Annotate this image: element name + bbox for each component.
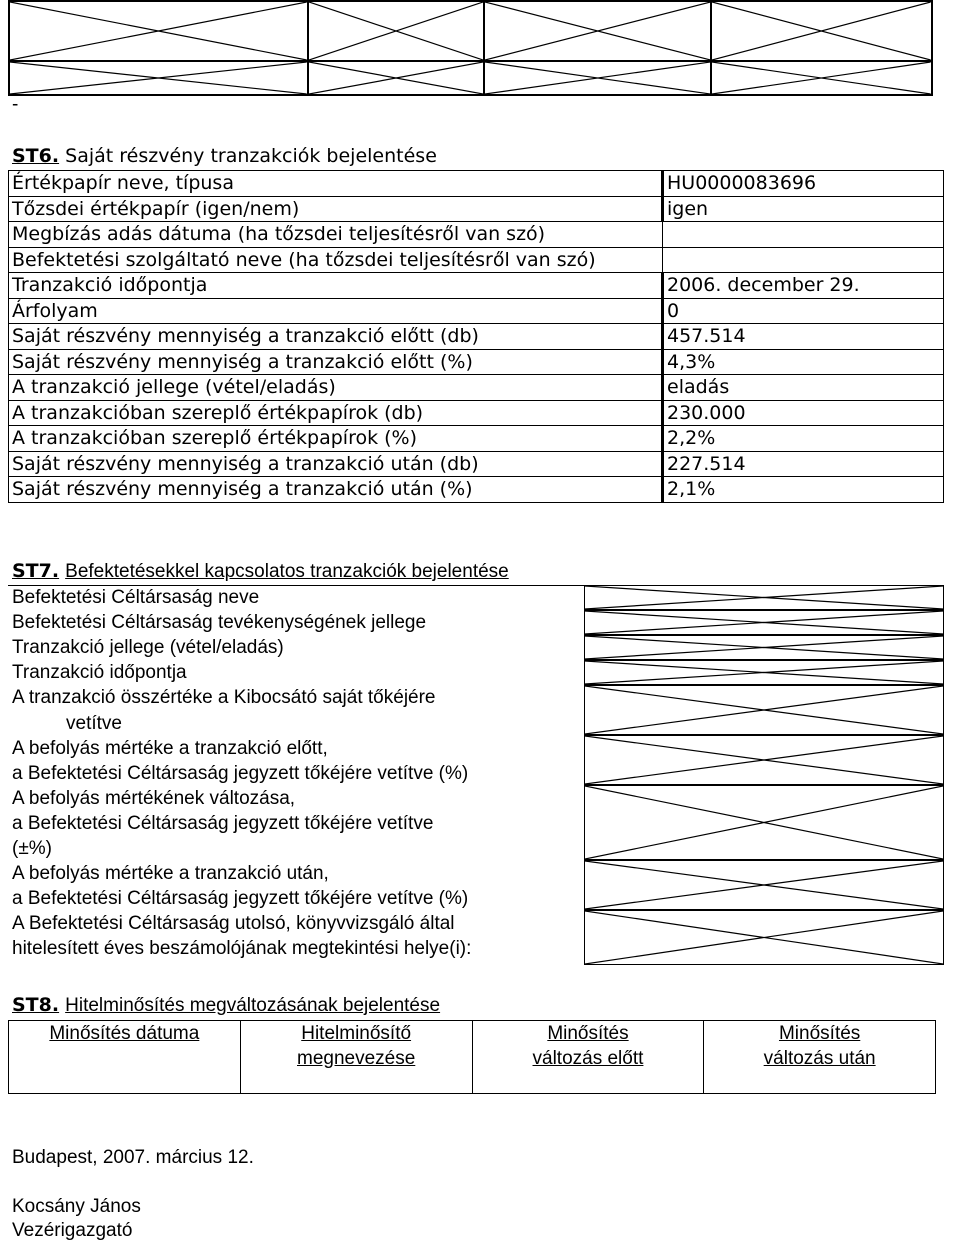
st6-row-label: Saját részvény mennyiség a tranzakció után (db) <box>9 451 663 477</box>
st6-row <box>9 247 944 273</box>
st6-code: ST6. <box>12 145 60 167</box>
crossed-table-top <box>8 0 933 96</box>
st8-title: Hitelminősítés megváltozásának bejelentése <box>65 995 441 1016</box>
st7-title: Befektetésekkel kapcsolatos tranzakciók bejelentése <box>65 561 509 582</box>
crossed-cell <box>9 61 308 95</box>
st7-heading <box>12 560 509 583</box>
st7-label: A tranzakció összértéke a Kibocsátó saját tőkéjére <box>12 687 436 709</box>
st6-row-label: Saját részvény mennyiség a tranzakció előtt (db) <box>9 324 663 350</box>
signature-block <box>12 1195 141 1243</box>
st6-row-label: Árfolyam <box>9 298 663 324</box>
st7-code: ST7. <box>12 560 60 582</box>
st6-row-label: Saját részvény mennyiség a tranzakció előtt (%) <box>9 349 663 375</box>
st7-label: Befektetési Céltársaság neve <box>12 587 260 608</box>
st6-row <box>9 273 944 299</box>
st8-header-text: Minősítés <box>778 1023 861 1044</box>
st7-label: A Befektetési Céltársaság utolsó, könyvvizsgáló által <box>12 913 455 935</box>
dash-marker: - <box>12 94 19 115</box>
st6-row-value: 0 <box>663 298 944 324</box>
signer-name: Kocsány János <box>12 1196 141 1217</box>
st7-label: Tranzakció időpontja <box>12 662 187 684</box>
st6-row-label: Befektetési szolgáltató neve (ha tőzsdei teljesítésről van szó) <box>9 247 663 273</box>
signer-role: Vezérigazgató <box>12 1220 133 1241</box>
st8-heading <box>12 994 440 1017</box>
st6-row-value: 4,3% <box>663 349 944 375</box>
st6-row-value: 2,1% <box>663 477 944 503</box>
st6-row-value <box>663 222 944 248</box>
st8-header-cell <box>472 1021 704 1094</box>
st6-row-label: A tranzakcióban szereplő értékpapírok (%) <box>9 426 663 452</box>
st8-header-cell <box>240 1021 472 1094</box>
st8-header-text: Hitelminősítő <box>301 1023 412 1044</box>
st6-row-value: 2006. december 29. <box>663 273 944 299</box>
st6-row-label: A tranzakció jellege (vétel/eladás) <box>9 375 663 401</box>
crossed-cell <box>308 1 484 61</box>
st6-row-value: 227.514 <box>663 451 944 477</box>
st6-row <box>9 400 944 426</box>
st6-row <box>9 375 944 401</box>
st8-header-cell <box>9 1021 241 1094</box>
st6-title: Saját részvény tranzakciók bejelentése <box>65 145 437 167</box>
st6-row-value: HU0000083696 <box>663 171 944 197</box>
st7-label: A befolyás mértékének változása, <box>12 787 296 809</box>
st6-row-label: Tranzakció időpontja <box>9 273 663 299</box>
st6-row <box>9 349 944 375</box>
crossed-cell <box>711 1 932 61</box>
st7-label: A befolyás mértéke a tranzakció előtt, <box>12 737 328 759</box>
crossed-cell <box>584 785 944 860</box>
st8-table <box>8 1020 936 1094</box>
crossed-cell <box>584 735 944 785</box>
st6-row <box>9 196 944 222</box>
st6-row-label: Saját részvény mennyiség a tranzakció után (%) <box>9 477 663 503</box>
st6-row <box>9 324 944 350</box>
st7-label: a Befektetési Céltársaság jegyzett tőkéjére vetítve <box>12 812 434 834</box>
crossed-cell <box>584 660 944 685</box>
crossed-cell <box>584 860 944 910</box>
st6-row <box>9 426 944 452</box>
st8-header-text: változás előtt <box>532 1048 644 1069</box>
st6-row <box>9 222 944 248</box>
st6-row <box>9 171 944 197</box>
st6-heading <box>12 145 437 167</box>
crossed-cell <box>484 61 712 95</box>
st6-row-label: Tőzsdei értékpapír (igen/nem) <box>9 196 663 222</box>
st6-row-value: 230.000 <box>663 400 944 426</box>
closing-place-date: Budapest, 2007. március 12. <box>12 1147 254 1168</box>
st7-label: a Befektetési Céltársaság jegyzett tőkéjére vetítve (%) <box>12 762 469 784</box>
crossed-cell <box>584 685 944 735</box>
st7-label: vetítve <box>66 712 122 734</box>
crossed-cell <box>584 610 944 635</box>
crossed-cell <box>308 61 484 95</box>
st7-label: Tranzakció jellege (vétel/eladás) <box>12 637 284 659</box>
st6-row-value: 457.514 <box>663 324 944 350</box>
crossed-cell <box>9 1 308 61</box>
st6-row-value: eladás <box>663 375 944 401</box>
crossed-cell <box>584 635 944 660</box>
st6-row-value <box>663 247 944 273</box>
st7-label: a Befektetési Céltársaság jegyzett tőkéjére vetítve (%) <box>12 888 469 910</box>
crossed-cell <box>584 910 944 965</box>
st6-row <box>9 451 944 477</box>
st8-header-text: Minősítés dátuma <box>49 1023 200 1044</box>
crossed-cell <box>711 61 932 95</box>
st6-row <box>9 477 944 503</box>
st8-header-cell <box>704 1021 936 1094</box>
st6-table <box>8 170 944 503</box>
st6-row-value: 2,2% <box>663 426 944 452</box>
st6-row-value: igen <box>663 196 944 222</box>
st7-label: Befektetési Céltársaság tevékenységének jellege <box>12 612 427 634</box>
st7-divider <box>8 585 584 586</box>
st8-header-text: megnevezése <box>297 1048 416 1069</box>
crossed-cell <box>584 585 944 610</box>
st7-label: A befolyás mértéke a tranzakció után, <box>12 863 329 885</box>
st6-row <box>9 298 944 324</box>
st7-label: hitelesített éves beszámolójának megtekintési helye(i): <box>12 938 472 960</box>
st6-row-label: Értékpapír neve, típusa <box>9 171 663 197</box>
st8-header-text: Minősítés <box>547 1023 629 1044</box>
st6-row-label: A tranzakcióban szereplő értékpapírok (db) <box>9 400 663 426</box>
st7-label: (±%) <box>12 838 52 859</box>
st8-code: ST8. <box>12 994 60 1016</box>
st8-header-text: változás után <box>763 1048 876 1069</box>
crossed-cell <box>484 1 712 61</box>
st6-row-label: Megbízás adás dátuma (ha tőzsdei teljesítésről van szó) <box>9 222 663 248</box>
